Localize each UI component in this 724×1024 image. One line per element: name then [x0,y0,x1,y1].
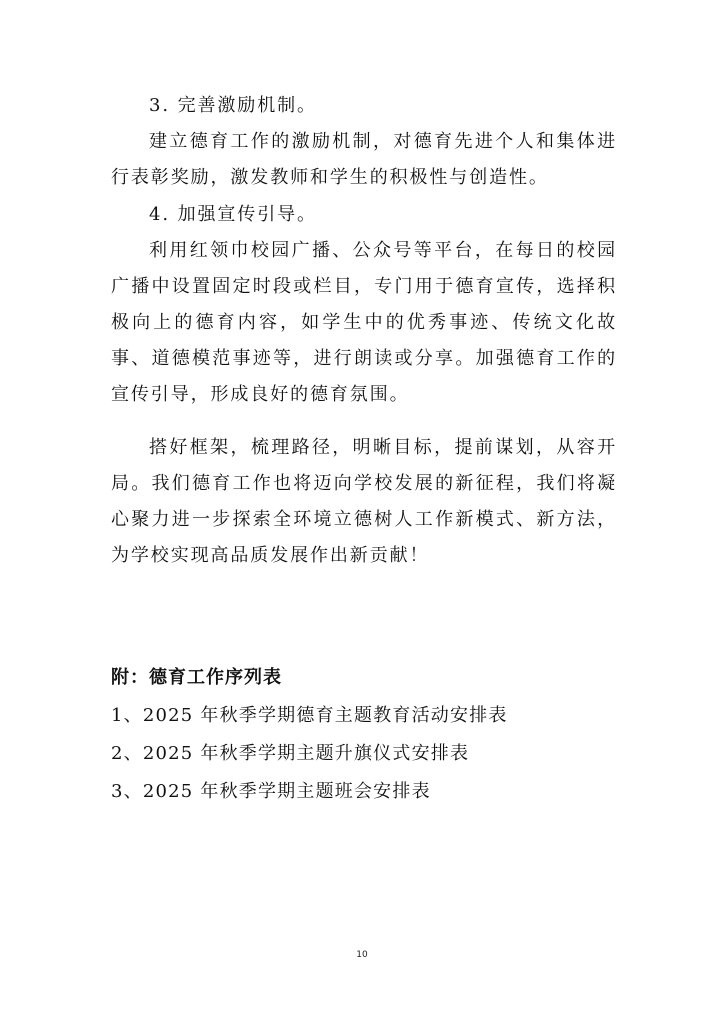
appendix-item: 1、2025 年秋季学期德育主题教育活动安排表 [111,705,508,726]
section-heading-publicity: 4. 加强宣传引导。 [149,204,317,225]
section-body-incentive: 建立德育工作的激励机制，对德育先进个人和集体进行表彰奖励，激发教师和学生的积极性与创造性。 [111,131,617,188]
closing-paragraph: 搭好框架，梳理路径，明晰目标，提前谋划，从容开局。我们德育工作也将迈向学校发展的新征程，我们将凝心聚力进一步探索全环境立德树人工作新模式、新方法，为学校实现高品质发展作出新贡献！ [111,437,617,566]
appendix-item: 2、2025 年秋季学期主题升旗仪式安排表 [111,743,470,764]
section-heading-incentive: 3. 完善激励机制。 [149,95,317,116]
page-number: 10 [356,950,368,960]
appendix-item: 3、2025 年秋季学期主题班会安排表 [111,781,431,802]
appendix-title: 附：德育工作序列表 [111,667,282,688]
appendix-list [111,697,508,811]
section-body-publicity: 利用红领巾校园广播、公众号等平台，在每日的校园广播中设置固定时段或栏目，专门用于德育宣传，选择积极向上的德育内容，如学生中的优秀事迹、传统文化故事、道德模范事迹等，进行朗读或分享。加强德育工作的宣传引导，形成良好的德育氛围。 [111,240,617,405]
